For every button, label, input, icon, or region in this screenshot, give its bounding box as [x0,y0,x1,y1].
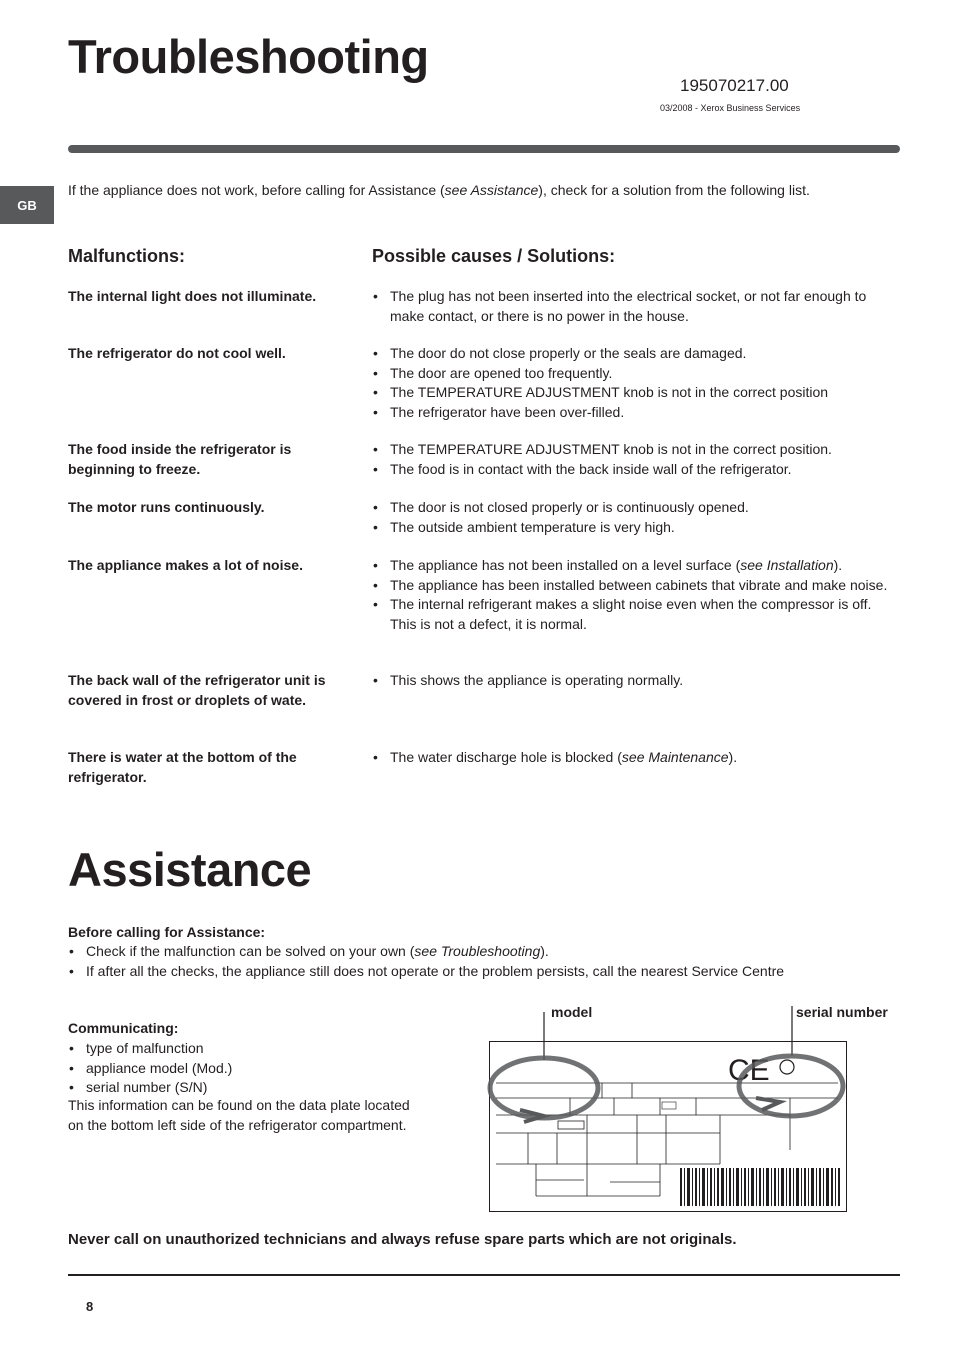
intro-link: see Assistance [444,182,539,198]
page-number: 8 [86,1299,94,1314]
intro-text [68,182,810,198]
header-rule [68,145,900,153]
page-title: Troubleshooting [68,30,429,83]
document-date-meta: 03/2008 - Xerox Business Services [660,103,801,113]
cause-item: • The outside ambient temperature is very high. [372,518,900,538]
star-rating-symbol [558,1121,584,1129]
cause-item: • The door are opened too frequently. [372,364,900,384]
cause-list [372,344,900,422]
cause-item: • This shows the appliance is operating normally. [372,671,900,691]
barcode [680,1168,840,1206]
plate-model-label: model [551,1004,593,1020]
cause-text: The appliance has not been installed on a level surface ( [390,557,741,573]
communicating-item: • serial number (S/N) [68,1078,232,1098]
cause-list [372,671,900,691]
cause-list [372,748,900,768]
plate-serial-label: serial number [796,1004,888,1020]
cause-list [372,556,900,634]
model-highlight-oval [490,1058,598,1118]
communicating-item: • type of malfunction [68,1039,232,1059]
data-plate-diagram [480,1002,860,1218]
footer-rule [68,1274,900,1276]
malfunctions-heading: Malfunctions: [68,246,185,266]
cause-reference: see Maintenance [621,749,729,765]
cause-item: • The TEMPERATURE ADJUSTMENT knob is not in the correct position [372,383,900,403]
cause-item: • The internal refrigerant makes a slight noise even when the compressor is off. This is not a defect, it is normal. [372,595,900,634]
malfunction-item: There is water at the bottom of the refrigerator. [68,749,297,785]
malfunction-item: The appliance makes a lot of noise. [68,557,303,573]
cause-item: • The plug has not been inserted into the electrical socket, or not far enough to make contact, or there is no power in the house. [372,287,900,326]
intro-post: ), check for a solution from the following list. [538,182,810,198]
warning-text: Never call on unauthorized technicians and always refuse spare parts which are not originals. [68,1231,737,1248]
malfunction-item: The food inside the refrigerator is beginning to freeze. [68,441,292,477]
data-plate-location-line: This information can be found on the data plate located [68,1097,410,1113]
intro-pre: If the appliance does not work, before calling for Assistance ( [68,182,445,198]
cause-text: The water discharge hole is blocked ( [390,749,622,765]
cause-item: • The door is not closed properly or is continuously opened. [372,498,900,518]
before-calling-list [68,942,784,981]
cause-list [372,287,900,326]
before-calling-item [68,942,784,962]
cause-item: • The TEMPERATURE ADJUSTMENT knob is not in the correct position. [372,440,900,460]
before-item-reference: see Troubleshooting [414,943,541,959]
cause-item [372,556,900,576]
malfunction-item: The refrigerator do not cool well. [68,345,286,361]
data-plate-location-text [68,1096,410,1135]
assistance-title: Assistance [68,843,312,896]
communicating-heading: Communicating: [68,1020,179,1036]
communicating-list [68,1039,232,1098]
cause-item: • The refrigerator have been over-filled. [372,403,900,423]
malfunction-item: The motor runs continuously. [68,499,265,515]
cause-item: • The appliance has been installed between cabinets that vibrate and make noise. [372,576,900,596]
malfunction-item: The back wall of the refrigerator unit is covered in frost or droplets of wate. [68,672,326,708]
cause-reference: see Installation [740,557,834,573]
cause-item [372,748,900,768]
cause-item: • The door do not close properly or the seals are damaged. [372,344,900,364]
before-calling-item: • If after all the checks, the appliance still does not operate or the problem persists, call the nearest Service Centre [68,962,784,982]
recycle-symbol [780,1060,794,1074]
plate-outline [490,1042,847,1212]
cause-reference-close: ). [833,557,843,573]
before-item-close: ). [540,943,549,959]
spec-symbol [662,1102,676,1109]
cause-reference-close: ). [728,749,738,765]
before-item-text: Check if the malfunction can be solved on your own ( [86,943,415,959]
data-plate-location-line: on the bottom left side of the refrigerator compartment. [68,1116,407,1133]
cause-item: • The food is in contact with the back inside wall of the refrigerator. [372,460,900,480]
communicating-item: • appliance model (Mod.) [68,1059,232,1079]
document-number: 195070217.00 [680,76,789,95]
cause-list [372,440,900,479]
ce-mark: CE [728,1054,770,1087]
before-calling-heading: Before calling for Assistance: [68,924,266,940]
causes-heading: Possible causes / Solutions: [372,246,616,266]
cause-list [372,498,900,537]
malfunction-item: The internal light does not illuminate. [68,288,317,304]
language-tab: GB [0,186,54,224]
